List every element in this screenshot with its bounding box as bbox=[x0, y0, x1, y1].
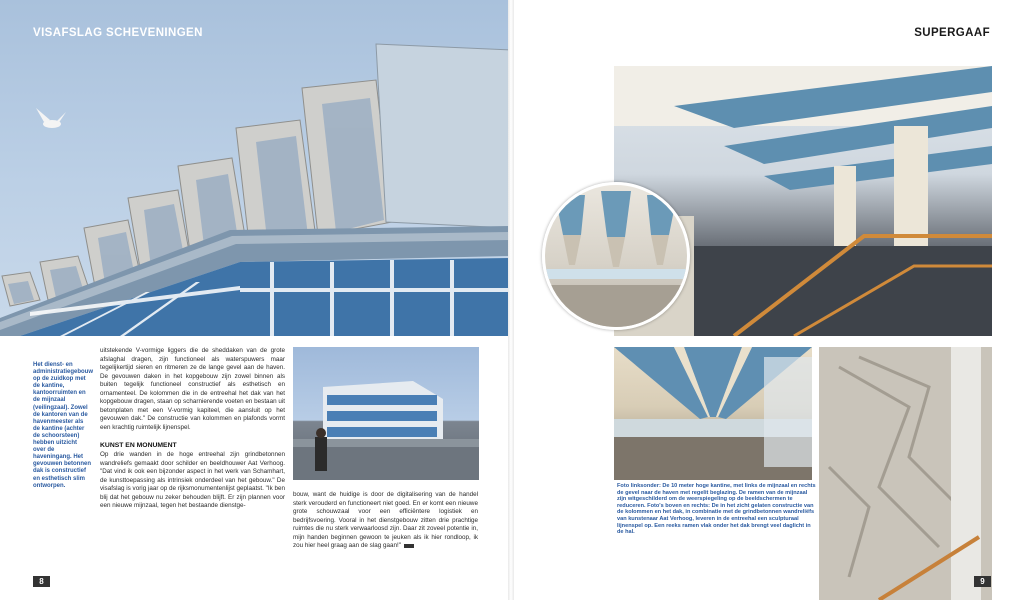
photo-caption: Foto linksonder: De 10 meter hoge kantine, met links de mijnzaal en rechts de gevel naar de haven met regelit beglazing. De ramen van de mijnzaal zijn witgeschilderd om de weerspiegeling op de beeldschermen te reduceren. Foto's boven en rechts: De in het zicht gelaten constructie van de kolommen en het dak, in combinatie met de grindbetonnen wandreliëfs van kunstenaar Aat Verhoog, leveren in de entreehal een sculpturaal lijnenspel op. Een reeks ramen vlak onder het dak brengt veel daglicht in de hal. bbox=[617, 483, 816, 536]
photo-caption: Het dienst- en administratiegebouw op de zuidkop met de kantine, kantoorruimten en de mijnzaal (veilingzaal). Zowel de kantoren van de havenmeester als de kantine (achter de schoorsteen) hebben uitzicht over de haveningang. Het gevouwen betonnen dak is constructief en esthetisch slim ontworpen. bbox=[33, 362, 94, 489]
hero-illustration bbox=[0, 0, 511, 336]
section-title: SUPERGAAF bbox=[914, 27, 990, 39]
hero-photo-roofline bbox=[0, 0, 511, 336]
article-paragraph: uitstekende V-vormige liggers die de sheddaken van de grote afslaghal dragen, zijn functioneel als waterspuwers maar tegelijkertijd sieren en ritmeren ze de lange gevel aan de haven. De gevouwen daken in het kopgebouw zijn zowel binnen als buiten tegelijk functioneel constructief als esthetisch en ornamenteel. De kolommen die in de entreehal het dak van het kopgebouw dragen, staan op scharnierende voeten en bestaan uit betonplaten met een V-vormig kapiteel, die aansluit op het gevouwen dak." De constructie van kolommen en plafonds vormt een krachtig ruimtelijk lijnenspel. bbox=[100, 347, 285, 431]
article-paragraph: bouw, want de huidige is door de digitalisering van de handel sterk verouderd en functioneert niet goed. En er komt een nieuwe grote schouwzaal voor een efficiëntere logistiek en bedrijfsvoering. Vooral in het dienstgebouw zitten drie prachtige ruimtes die nu sterk verwaarloosd zijn. Daar zit zoveel potentie in, mijn handen beginnen gewoon te jeuken als ik hier rondloop, ik zou hier heel graag aan de slag gaan!" bbox=[293, 491, 478, 550]
photo-wall-relief bbox=[819, 347, 992, 600]
page-number: 8 bbox=[33, 576, 50, 587]
section-title: VISAFSLAG SCHEVENINGEN bbox=[33, 27, 203, 39]
canteen-illustration bbox=[614, 347, 812, 480]
end-of-article-mark bbox=[404, 544, 414, 548]
photo-building-exterior bbox=[293, 347, 479, 480]
page-number: 9 bbox=[974, 576, 991, 587]
subheading: KUNST EN MONUMENT bbox=[100, 442, 177, 450]
column-detail-illustration bbox=[545, 185, 687, 327]
article-column-2 bbox=[293, 491, 478, 551]
photo-canteen bbox=[614, 347, 812, 480]
article-paragraph: Op drie wanden in de hoge entreehal zijn grindbetonnen wandreliefs gemaakt door schilder en beeldhouwer Aat Verhoog. "Dat vind ik ook een bijzonder aspect in het werk van Schamhart, de kunsttoepassing als intrinsiek onderdeel van het gebouw." De visafslag is vorig jaar op de rijksmonumentenlijst geplaatst. "Ik ben blij dat het gebouw nu zeker behouden blijft. Er zijn plannen voor een nieuwe mijnzaal, tegen het bestaande dienstge- bbox=[100, 451, 285, 510]
wall-relief-illustration bbox=[819, 347, 992, 600]
building-exterior-illustration bbox=[293, 347, 479, 480]
article-column-1 bbox=[100, 347, 285, 511]
photo-column-detail-circle bbox=[542, 182, 690, 330]
